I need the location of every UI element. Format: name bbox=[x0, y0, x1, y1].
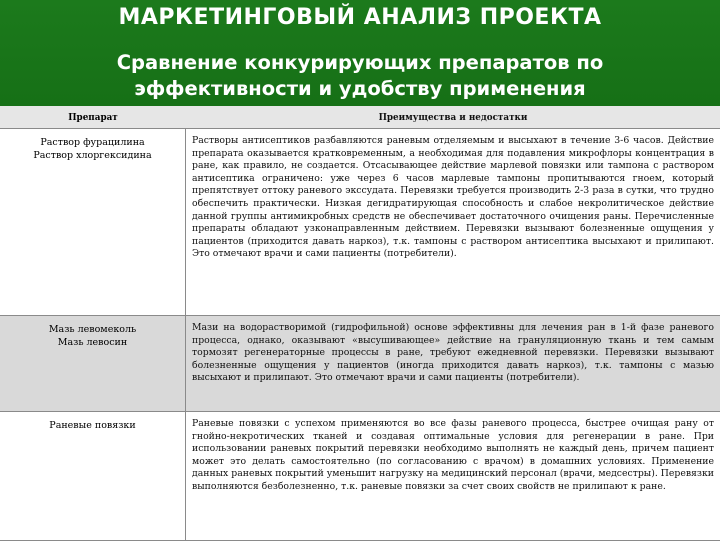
drug-name: Раневые повязки bbox=[49, 420, 136, 431]
subtitle-line-1: Сравнение конкурирующих препаратов по bbox=[116, 51, 604, 74]
subtitle-line-2: эффективности и удобству применения bbox=[134, 77, 586, 100]
table-row bbox=[0, 316, 720, 412]
pros-cons-cell bbox=[192, 412, 714, 494]
pros-cons-cell bbox=[192, 129, 714, 261]
pros-cons-text: Растворы антисептиков разбавляются раневым отделяемым и высыхают в течение 3-6 часов. Действие препарата оказывается кратковременным, а необходимая для подавления микрофлоры концентрация в ране, как правило, не создается. Отсасывающее действие марлевой повязки или тампона с раствором антисептика ограничено: уже через 6 часов марлевые тампоны пропитываются гноем, который препятствует оттоку раневого экссудата. Перевязки требуется производить 2-3 раза в сутки, что трудно обеспечить практически. Низкая дегидратирующая способность и слабое некролитическое действие данной группы антимикробных средств не обеспечивает достаточного очищения раны. Перечисленные препараты обладают узконаправленным действием. Перевязки вызывают болезненные ощущения у пациентов (приходится давать наркоз), т.к. тампоны с раствором антисептика высыхают и прилипают. Это отмечают врачи и сами пациенты (потребители). bbox=[192, 135, 714, 260]
slide-subtitle bbox=[40, 50, 680, 102]
table-row bbox=[0, 129, 720, 316]
drug-cell bbox=[0, 412, 186, 540]
table-row bbox=[0, 412, 720, 541]
pros-cons-text: Мази на водорастворимой (гидрофильной) основе эффективны для лечения ран в 1-й фазе раневого процесса, однако, оказывают «высушивающее» действие на грануляционную ткань и тем самым тормозят регенераторные процессы в ране, требуют ежедневной перевязки. Перевязки вызывают болезненные ощущения у пациентов (иногда приходится давать наркоз), т.к. тампоны с мазью высыхают и прилипают. Это отмечают врачи и сами пациенты (потребители). bbox=[192, 322, 714, 384]
drug-name: Мазь левосин bbox=[57, 336, 128, 348]
comparison-table bbox=[0, 106, 720, 540]
table-header-row bbox=[0, 106, 720, 129]
drug-name: Мазь левомеколь bbox=[48, 324, 137, 335]
slide-header bbox=[0, 0, 720, 106]
column-header-drug: Препарат bbox=[68, 113, 118, 123]
drug-name: Раствор хлоргексидина bbox=[33, 149, 152, 161]
drug-cell bbox=[0, 316, 186, 411]
slide-title: МАРКЕТИНГОВЫЙ АНАЛИЗ ПРОЕКТА bbox=[118, 5, 602, 30]
column-header-pros-cons: Преимущества и недостатки bbox=[378, 113, 528, 123]
drug-cell bbox=[0, 129, 186, 315]
pros-cons-cell bbox=[192, 316, 714, 385]
pros-cons-text: Раневые повязки с успехом применяются во все фазы раневого процесса, быстрее очищая рану от гнойно-некротических тканей и создавая оптимальные условия для регенерации в ране. При использовании раневых покрытий перевязки необходимо выполнять не каждый день, причем пациент может это делать самостоятельно (по согласованию с врачом) в домашних условиях. Применение данных раневых покрытий уменьшит нагрузку на медицинский персонал (врачи, медсестры). Перевязки выполняются безболезненно, т.к. раневые повязки за счет своих свойств не прилипают к ране. bbox=[192, 418, 714, 492]
drug-name: Раствор фурацилина bbox=[40, 137, 145, 148]
